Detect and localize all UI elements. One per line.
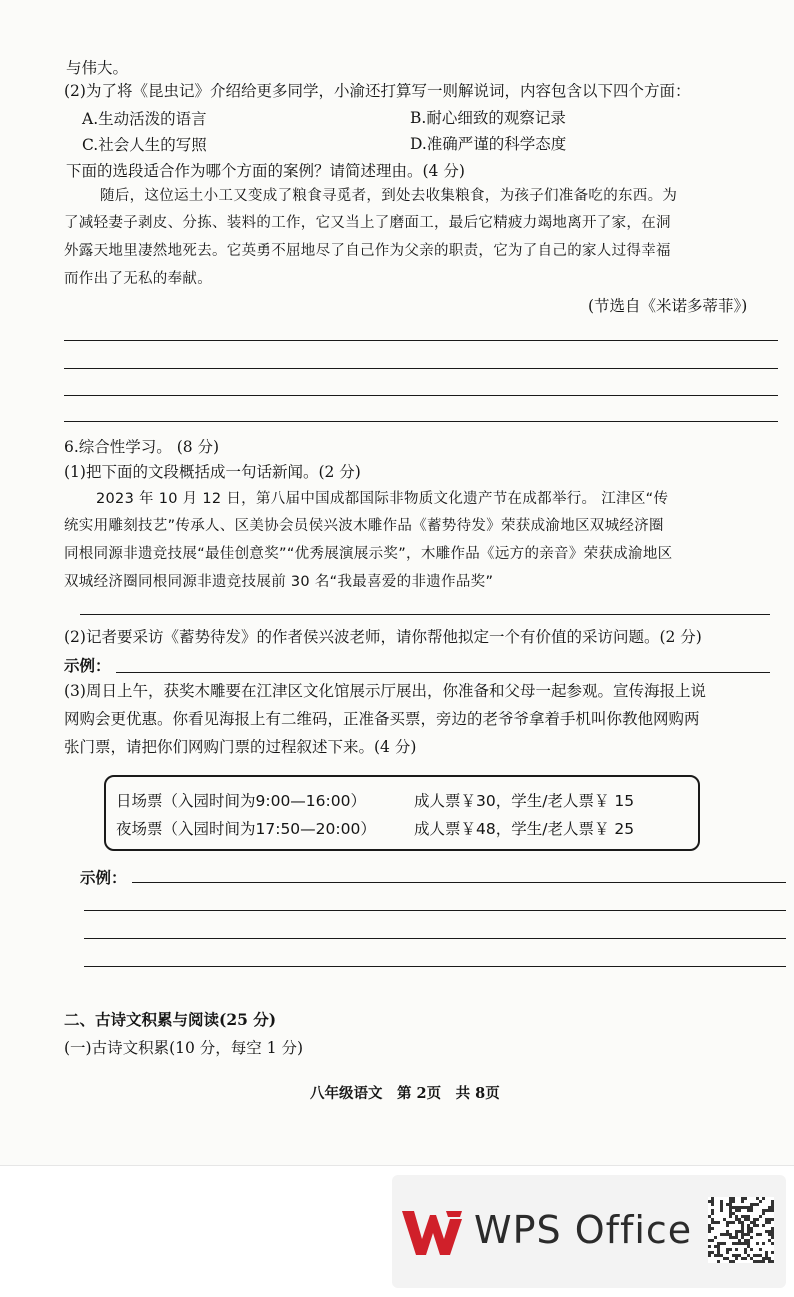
passage-line: 随后，这位运土小工又变成了粮食寻觅者，到处去收集粮食，为孩子们准备吃的东西。为 xyxy=(100,188,678,204)
passage-line: 了减轻妻子剥皮、分拣、装料的工作，它又当上了磨面工，最后它精疲力竭地离开了家，在洞 xyxy=(64,215,671,231)
page-footer: 八年级语文 第 2页 共 8页 xyxy=(310,1085,500,1102)
example-label: 示例： xyxy=(80,868,127,887)
section-2-title: 二、古诗文积累与阅读(25 分) xyxy=(64,1010,277,1029)
option-a: A.生动活泼的语言 xyxy=(82,110,207,128)
ticket-night-price: 成人票￥48，学生/老人票￥ 25 xyxy=(414,820,635,838)
news-text-line: 双城经济圈同根同源非遗竞技展前 30 名“我最喜爱的非遗作品奖” xyxy=(64,574,494,590)
passage-line: 而作出了无私的奉献。 xyxy=(64,271,212,287)
answer-line[interactable] xyxy=(84,966,786,967)
answer-line[interactable] xyxy=(80,614,770,615)
answer-line[interactable] xyxy=(116,672,770,673)
q5-tail-text: 与伟大。 xyxy=(66,59,129,77)
q6-3-prompt-line: 张门票，请把你们网购门票的过程叙述下来。(4 分) xyxy=(64,738,417,756)
news-text-line: 2023 年 10 月 12 日，第八届中国成都国际非物质文化遗产节在成都举行。 江津区“传 xyxy=(96,491,669,507)
ticket-day-price: 成人票￥30，学生/老人票￥ 15 xyxy=(414,792,635,810)
section-2-sub: (一)古诗文积累(10 分，每空 1 分) xyxy=(64,1039,304,1057)
q6-3-prompt-line: (3)周日上午，获奖木雕要在江津区文化馆展示厅展出，你准备和父母一起参观。宣传海报上说 xyxy=(64,682,706,700)
passage-source: (节选自《米诺多蒂菲》) xyxy=(588,297,748,315)
passage-line: 外露天地里凄然地死去。它英勇不屈地尽了自己作为父亲的职责，它为了自己的家人过得幸福 xyxy=(64,243,671,259)
answer-line[interactable] xyxy=(64,395,778,396)
option-b: B.耐心细致的观察记录 xyxy=(410,109,566,127)
q5-2-question: 下面的选段适合作为哪个方面的案例？请简述理由。(4 分) xyxy=(66,162,465,180)
wps-brand-text: WPS Office xyxy=(474,1208,693,1252)
news-text-line: 同根同源非遗竞技展“最佳创意奖”“优秀展演展示奖”，木雕作品《远方的亲音》荣获成渝地区 xyxy=(64,546,673,562)
answer-line[interactable] xyxy=(64,421,778,422)
wps-watermark-card[interactable] xyxy=(392,1175,786,1288)
q5-2-prompt: (2)为了将《昆虫记》介绍给更多同学，小渝还打算写一则解说词，内容包含以下四个方面： xyxy=(64,82,691,100)
answer-line[interactable] xyxy=(132,882,786,883)
example-label: 示例： xyxy=(64,656,111,675)
q6-3-prompt-line: 网购会更优惠。你看见海报上有二维码，正准备买票，旁边的老爷爷拿着手机叫你教他网购两 xyxy=(64,710,700,728)
qr-code-icon[interactable] xyxy=(708,1197,774,1263)
news-text-line: 统实用雕刻技艺”传承人、区美协会员侯兴波木雕作品《蓄势待发》荣获成渝地区双城经济圈 xyxy=(64,518,664,534)
q6-2-prompt: (2)记者要采访《蓄势待发》的作者侯兴波老师，请你帮他拟定一个有价值的采访问题。(2 分) xyxy=(64,628,702,646)
ticket-night-name: 夜场票（入园时间为17:50—20:00） xyxy=(116,820,376,838)
answer-line[interactable] xyxy=(84,910,786,911)
ticket-day-name: 日场票（入园时间为9:00—16:00） xyxy=(116,792,366,810)
option-c: C.社会人生的写照 xyxy=(82,136,207,154)
ticket-price-box xyxy=(104,775,700,851)
wps-logo-icon xyxy=(400,1203,464,1259)
option-d: D.准确严谨的科学态度 xyxy=(410,135,567,153)
answer-line[interactable] xyxy=(84,938,786,939)
answer-line[interactable] xyxy=(64,340,778,341)
answer-line[interactable] xyxy=(64,368,778,369)
q6-1-prompt: (1)把下面的文段概括成一句话新闻。(2 分) xyxy=(64,463,361,481)
q6-title: 6.综合性学习。 (8 分) xyxy=(64,438,220,456)
